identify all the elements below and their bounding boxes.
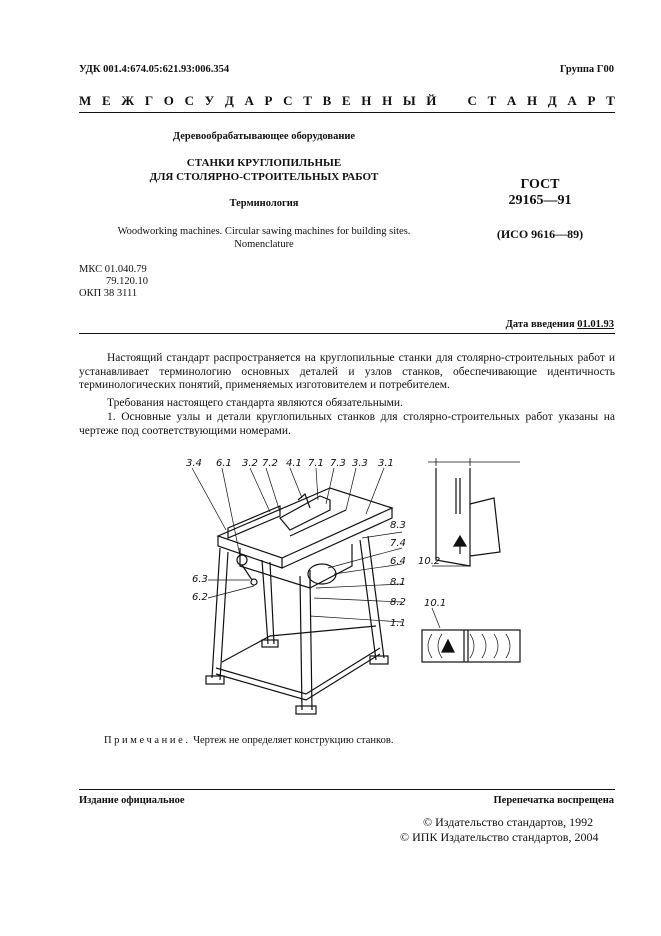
banner-letter: М [79, 93, 92, 108]
callout-6-2: 6.2 [192, 592, 208, 603]
callout-8-3: 8.3 [390, 520, 406, 531]
banner-letter: Н [382, 93, 393, 108]
effective-date-value: 01.01.93 [577, 319, 614, 330]
banner-letter: А [244, 93, 254, 108]
gost-number: 29165—91 [508, 193, 572, 208]
english-title-line-1: Woodworking machines. Circular sawing machines for building sites. [117, 226, 411, 237]
subject-area: Деревообрабатывающее оборудование [172, 131, 356, 142]
title-line-2: ДЛЯ СТОЛЯРНО-СТРОИТЕЛЬНЫХ РАБОТ [149, 171, 379, 183]
effective-date [506, 319, 614, 330]
detail-view-10-1 [422, 598, 520, 662]
banner-letter: Т [606, 93, 615, 108]
banner-letter: А [506, 93, 517, 108]
callout-4-1: 4.1 [286, 458, 302, 469]
header-rule [79, 112, 615, 113]
stand-crossbar [216, 648, 380, 694]
callout-8-1: 8.1 [390, 577, 406, 588]
callout-10-2: 10.2 [418, 556, 441, 567]
banner-letter: Ы [402, 93, 416, 108]
blade-guard [280, 496, 330, 530]
callout-6-3: 6.3 [192, 574, 208, 585]
udk-code: УДК 001.4:674.05:621.93:006.354 [79, 64, 230, 75]
detail-view-10-2 [418, 458, 520, 567]
callout-6-1: 6.1 [216, 458, 232, 469]
callout-7-3: 7.3 [330, 458, 346, 469]
group-code: Группа Г00 [559, 64, 614, 75]
mks-code-2: 79.120.10 [106, 276, 148, 287]
callout-3-2: 3.2 [242, 458, 258, 469]
banner-letter: С [184, 93, 194, 108]
banner-letter: Д [224, 93, 234, 108]
copyright-2004: © ИПК Издательство стандартов, 2004 [400, 830, 599, 844]
banner-letter: С [467, 93, 477, 108]
okp-code: ОКП 38 3111 [79, 288, 138, 299]
terminology-label: Терминология [229, 198, 299, 209]
callout-1-1: 1.1 [390, 618, 406, 629]
banner-letter: Н [526, 93, 538, 108]
banner-gap [447, 93, 457, 109]
callout-10-1: 10.1 [424, 598, 447, 609]
stand-leg [212, 548, 220, 678]
banner-letter: В [322, 93, 332, 108]
footer-rule [79, 789, 615, 790]
callout-3-1: 3.1 [378, 458, 394, 469]
paragraph-item-1: 1. Основные узлы и детали круглопильных станков для столярно-строительных работ указаны на чертеже под соответствующими номерами. [79, 411, 615, 437]
banner-letter: У [204, 93, 215, 108]
callout-7-4: 7.4 [390, 538, 406, 549]
iso-reference: (ИСО 9616—89) [496, 227, 584, 241]
banner-letter: Й [426, 93, 437, 108]
banner-letter: О [163, 93, 174, 108]
handwheel [237, 555, 247, 565]
callout-7-2: 7.2 [262, 458, 278, 469]
copyright-1992: © Издательство стандартов, 1992 [423, 815, 594, 829]
official-edition: Издание официальное [79, 795, 185, 806]
gost-label: ГОСТ [520, 177, 560, 192]
note-text: Чертеж не определяет конструкцию станков. [193, 735, 394, 746]
banner-letter: Ж [121, 93, 135, 108]
mks-code-1: МКС 01.040.79 [79, 264, 147, 275]
banner-letter: Н [361, 93, 372, 108]
banner-letter: С [283, 93, 293, 108]
saw-machine-drawing [170, 448, 620, 723]
effective-date-label: Дата введения [505, 319, 575, 330]
banner-letter: Р [264, 93, 273, 108]
banner-letter: Е [101, 93, 111, 108]
paragraph-mandatory: Требования настоящего стандарта являются обязательными. [107, 397, 403, 409]
drawing-note [104, 735, 393, 746]
paragraph-scope: Настоящий стандарт распространяется на круглопильные станки для столярно-строительных работ и устанавливает терминологию основных деталей и узлов станков, обеспечивающие идентичность терминологических понятий, применяемых изготовителем и потребителем. [79, 352, 615, 392]
note-label: Примечание. [104, 735, 191, 746]
banner-letter: Е [341, 93, 351, 108]
callout-8-2: 8.2 [390, 597, 406, 608]
callout-3-3: 3.3 [352, 458, 368, 469]
rip-fence [228, 506, 280, 538]
english-title-line-2: Nomenclature [234, 239, 294, 250]
banner-letter: Г [144, 93, 154, 108]
callout-3-4: 3.4 [186, 458, 202, 469]
callout-7-1: 7.1 [308, 458, 324, 469]
reprint-prohibited: Перепечатка воспрещена [493, 795, 614, 806]
banner-letter: Р [587, 93, 596, 108]
callout-6-4: 6.4 [390, 556, 406, 567]
banner-letter: Т [303, 93, 312, 108]
interstate-standard-banner [79, 93, 615, 109]
banner-letter: Д [547, 93, 557, 108]
banner-letter: Т [487, 93, 497, 108]
banner-letter: А [567, 93, 577, 108]
date-rule [79, 333, 615, 334]
title-line-1: СТАНКИ КРУГЛОПИЛЬНЫЕ [186, 157, 342, 169]
